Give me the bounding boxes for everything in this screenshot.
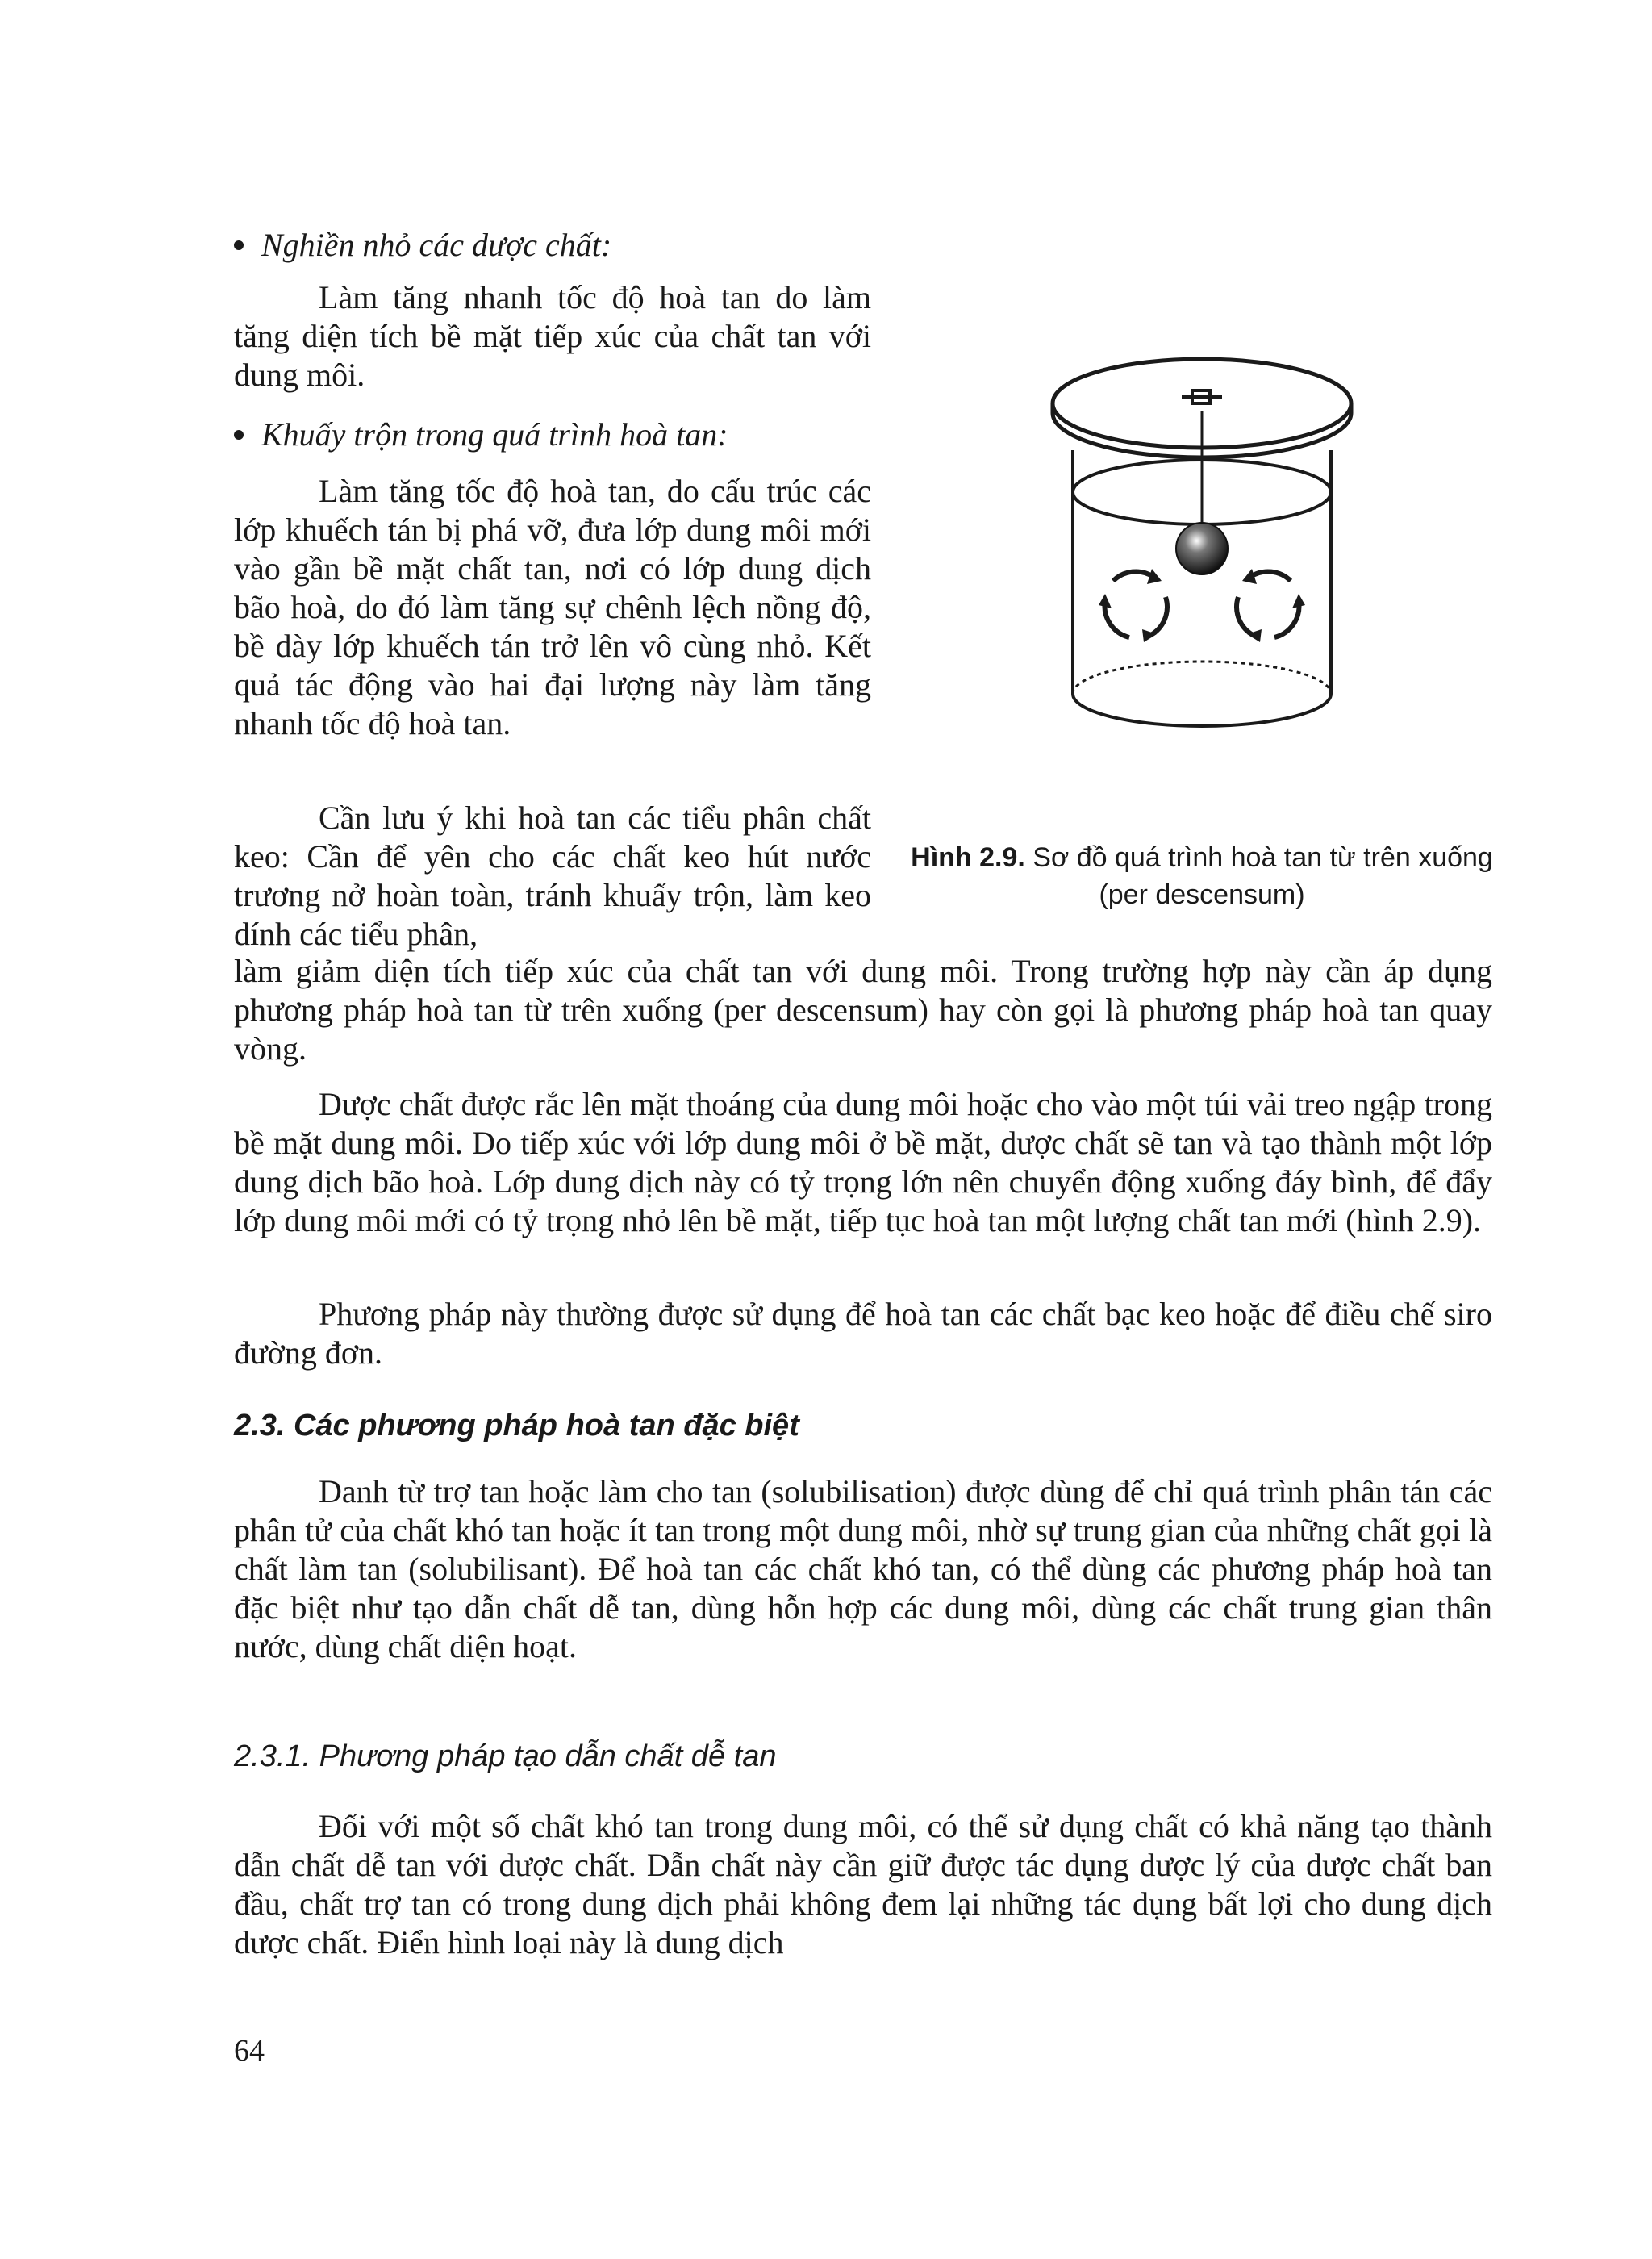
bullet-heading-grinding: Nghiền nhỏ các dược chất: — [234, 226, 611, 265]
figure-caption-label: Hình 2.9. — [911, 842, 1025, 873]
section-heading-2-3-1: 2.3.1. Phương pháp tạo dẫn chất dễ tan — [234, 1739, 777, 1773]
dissolution-beaker-figure — [1049, 355, 1355, 742]
page-number: 64 — [234, 2034, 265, 2068]
figure-caption-text: Sơ đồ quá trình hoà tan từ trên xuống (per descensum) — [1032, 842, 1493, 910]
figure-caption — [903, 839, 1500, 913]
bullet-icon — [234, 430, 244, 440]
paragraph-colloid-part2: làm giảm diện tích tiếp xúc của chất tan với dung môi. Trong trường hợp này cần áp dụng phương pháp hoà tan từ trên xuống (per descensum) hay còn gọi là phương pháp hoà tan quay vòng. — [234, 953, 1492, 1067]
bullet-body-stirring: Làm tăng tốc độ hoà tan, do cấu trúc các lớp khuếch tán bị phá vỡ, đưa lớp dung môi mới vào gần bề mặt chất tan, nơi có lớp dung dịch bão hoà, do đó làm tăng sự chênh lệch nồng độ, bề dày lớp khuếch tán trở lên vô cùng nhỏ. Kết quả tác động vào hai đại lượng này làm tăng nhanh tốc độ hoà tan. — [234, 473, 871, 741]
section-heading-2-3: 2.3. Các phương pháp hoà tan đặc biệt — [234, 1409, 799, 1443]
bullet-icon — [234, 240, 244, 250]
bullet-body-grinding: Làm tăng nhanh tốc độ hoà tan do làm tăng diện tích bề mặt tiếp xúc của chất tan với dung môi. — [234, 279, 871, 393]
paragraph-usage: Phương pháp này thường được sử dụng để hoà tan các chất bạc keo hoặc để điều chế siro đường đơn. — [234, 1296, 1492, 1371]
section-2-3-1-body: Đối với một số chất khó tan trong dung môi, có thể sử dụng chất có khả năng tạo thành dẫn chất dễ tan với dược chất. Dẫn chất này cần giữ được tác dụng dược lý của dược chất ban đầu, chất trợ tan có trong dung dịch phải không đem lại những tác dụng bất lợi cho dung dịch dược chất. Điển hình loại này là dung dịch — [234, 1808, 1492, 1960]
section-2-3-body: Danh từ trợ tan hoặc làm cho tan (solubilisation) được dùng để chỉ quá trình phân tán các phân tử của chất khó tan hoặc ít tan trong một dung môi, nhờ sự trung gian của những chất gọi là chất làm tan (solubilisant). Để hoà tan các chất khó tan, có thể dùng các phương pháp hoà tan đặc biệt như tạo dẫn chất dễ tan, dùng hỗn hợp các dung môi, dùng các chất trung gian thân nước, dùng chất diện hoạt. — [234, 1473, 1492, 1664]
paragraph-colloid-part1: Cần lưu ý khi hoà tan các tiểu phân chất keo: Cần để yên cho các chất keo hút nước trương nở hoàn toàn, tránh khuấy trộn, làm keo dính các tiểu phân, — [234, 800, 871, 952]
paragraph-descensum: Dược chất được rắc lên mặt thoáng của dung môi hoặc cho vào một túi vải treo ngập trong bề mặt dung môi. Do tiếp xúc với lớp dung môi ở bề mặt, dược chất sẽ tan và tạo thành một lớp dung dịch bão hoà. Lớp dung dịch này có tỷ trọng lớn nên chuyển động xuống đáy bình, để đẩy lớp dung môi mới có tỷ trọng nhỏ lên bề mặt, tiếp tục hoà tan một lượng chất tan mới (hình 2.9). — [234, 1086, 1492, 1238]
bullet-heading-stirring: Khuấy trộn trong quá trình hoà tan: — [234, 415, 728, 454]
